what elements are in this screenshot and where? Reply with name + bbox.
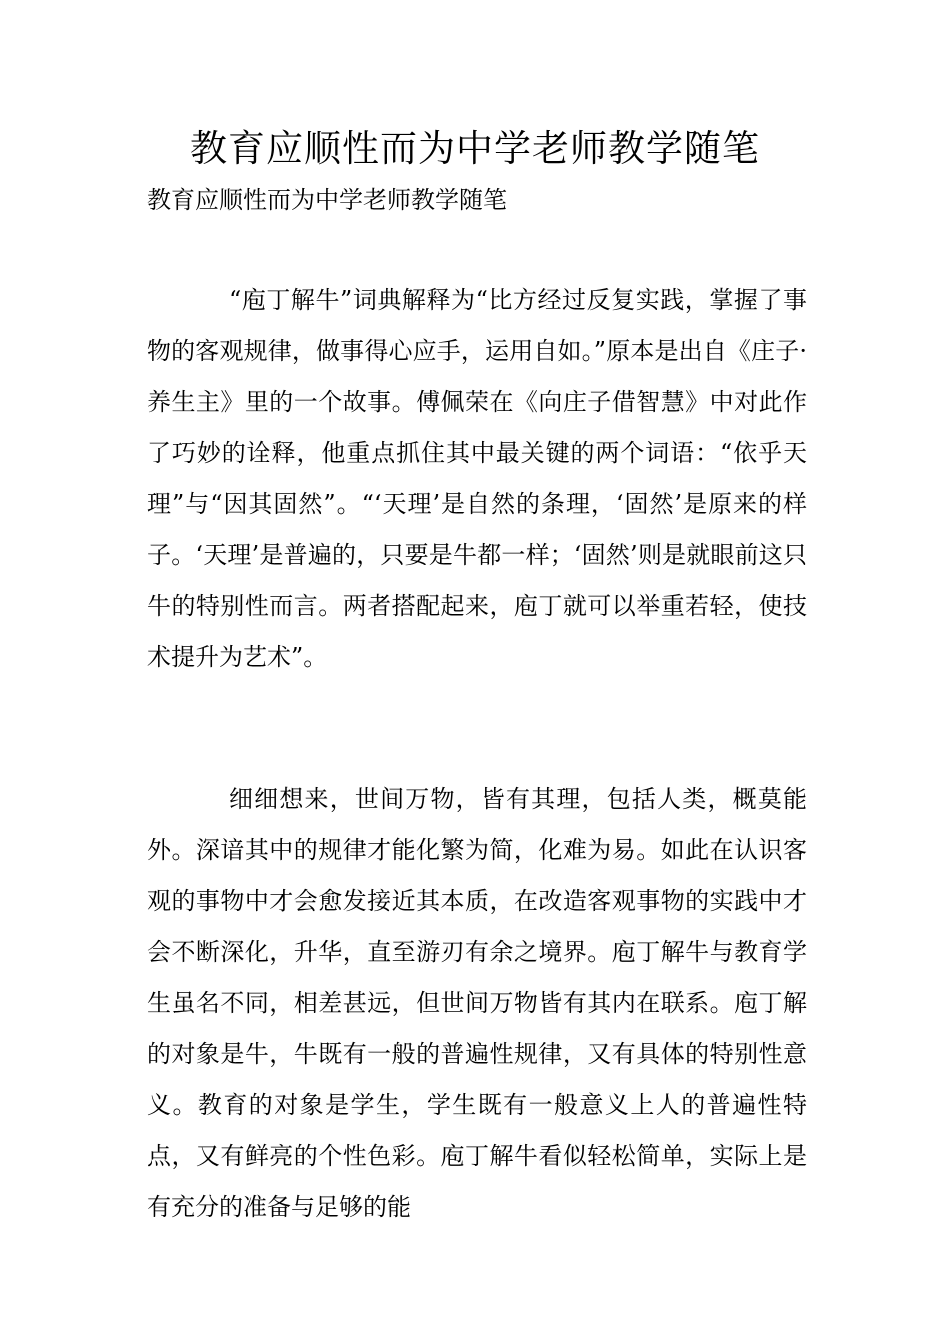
document-subtitle: 教育应顺性而为中学老师教学随笔 [147,186,507,214]
body-paragraph: 细细想来，世间万物，皆有其理，包括人类，概莫能外。深谙其中的规律才能化繁为简，化难为易。如此在认识客观的事物中才会愈发接近其本质，在改造客观事物的实践中才会不断深化，升华，直至游刃有余之境界。庖丁解牛与教育学生虽名不同，相差甚远，但世间万物皆有其内在联系。庖丁解的对象是牛，牛既有一般的普遍性规律，又有具体的特别性意义。教育的对象是学生，学生既有一般意义上人的普遍性特点，又有鲜亮的个性色彩。庖丁解牛看似轻松简单，实际上是有充分的准备与足够的能 [147,785,807,1221]
body-paragraph: “庖丁解牛”词典解释为“比方经过反复实践，掌握了事物的客观规律，做事得心应手，运用自如。”原本是出自《庄子·养生主》里的一个故事。傅佩荣在《向庄子借智慧》中对此作了巧妙的诠释，他重点抓住其中最关键的两个词语：“依乎天理”与“因其固然”。“‘天理’是自然的条理，‘固然’是原来的样子。‘天理’是普遍的，只要是牛都一样；‘固然’则是就眼前这只牛的特别性而言。两者搭配起来，庖丁就可以举重若轻，使技术提升为艺术”。 [147,286,807,671]
document-title: 教育应顺性而为中学老师教学随笔 [190,127,760,170]
